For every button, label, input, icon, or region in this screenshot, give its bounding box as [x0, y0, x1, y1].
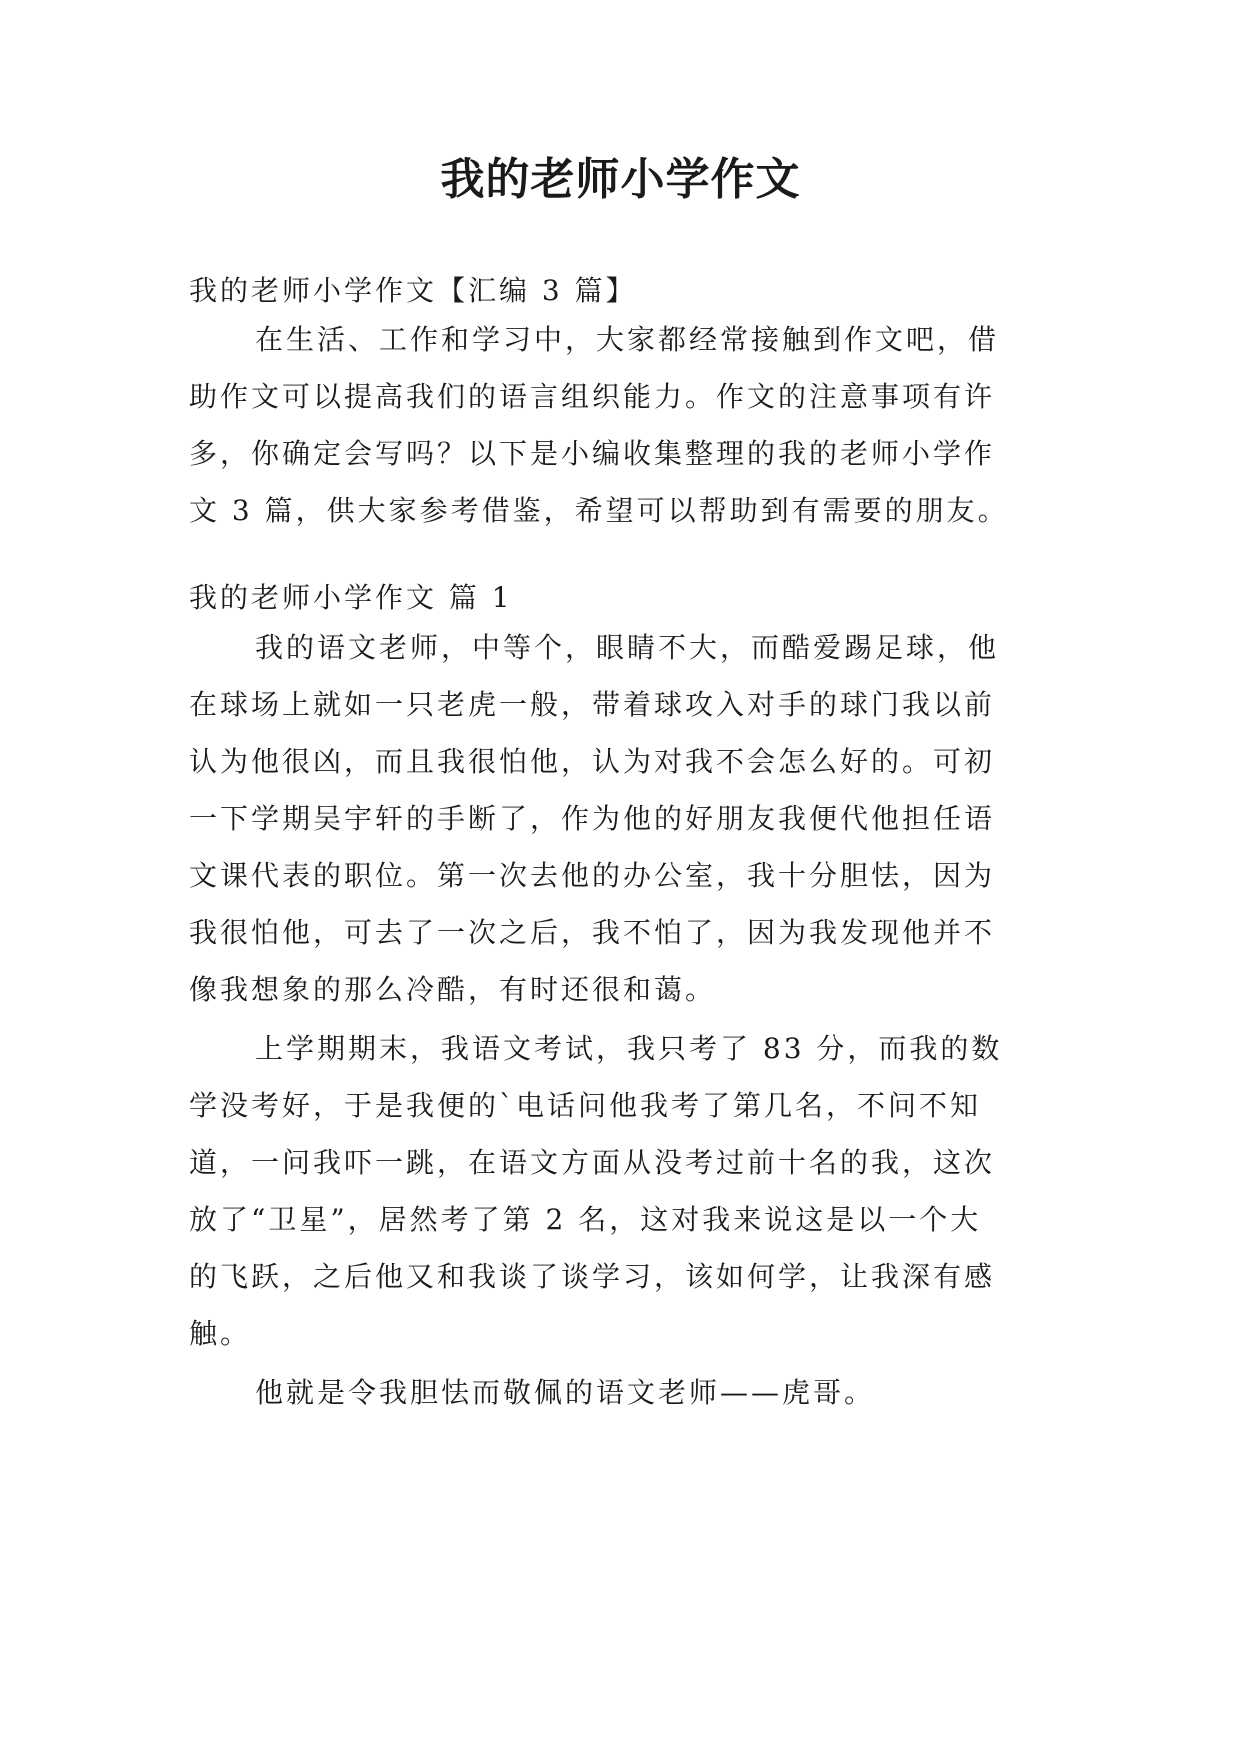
- paragraph-line: 学没考好，于是我便的`电话问他我考了第几名，不问不知: [189, 1089, 982, 1122]
- paragraph-line: 我的语文老师，中等个，眼睛不大，而酷爱踢足球，他: [255, 631, 1000, 664]
- intro-line: 多，你确定会写吗？以下是小编收集整理的我的老师小学作: [189, 437, 996, 470]
- paragraph-line: 一下学期吴宇轩的手断了，作为他的好朋友我便代他担任语: [189, 802, 996, 835]
- paragraph-line: 我很怕他，可去了一次之后，我不怕了，因为我发现他并不: [189, 916, 996, 949]
- paragraph-line: 触。: [189, 1317, 252, 1350]
- intro-line: 在生活、工作和学习中，大家都经常接触到作文吧，借: [255, 323, 1000, 356]
- paragraph-line: 道，一问我吓一跳，在语文方面从没考过前十名的我，这次: [189, 1146, 996, 1179]
- paragraph-line: 文课代表的职位。第一次去他的办公室，我十分胆怯，因为: [189, 859, 996, 892]
- document-subtitle: 我的老师小学作文【汇编 3 篇】: [189, 274, 637, 307]
- section-heading: 我的老师小学作文 篇 1: [189, 581, 513, 614]
- paragraph-line: 上学期期末，我语文考试，我只考了 83 分，而我的数: [255, 1032, 1003, 1065]
- paragraph-line: 在球场上就如一只老虎一般，带着球攻入对手的球门我以前: [189, 688, 996, 721]
- essay-paragraph-2: [189, 1020, 1051, 1362]
- intro-line: 文 3 篇，供大家参考借鉴，希望可以帮助到有需要的朋友。: [189, 494, 1009, 527]
- intro-line: 助作文可以提高我们的语言组织能力。作文的注意事项有许: [189, 380, 996, 413]
- section-heading-block: [189, 569, 1051, 626]
- paragraph-line: 他就是令我胆怯而敬佩的语文老师——虎哥。: [255, 1376, 876, 1409]
- essay-paragraph-3: [189, 1364, 1051, 1421]
- paragraph-line: 的飞跃，之后他又和我谈了谈学习，该如何学，让我深有感: [189, 1260, 996, 1293]
- document-title: 我的老师小学作文: [440, 154, 801, 205]
- paragraph-line: 放了“卫星”，居然考了第 2 名，这对我来说这是以一个大: [189, 1203, 982, 1236]
- intro-paragraph: [189, 311, 1051, 539]
- paragraph-line: 像我想象的那么冷酷，有时还很和蔼。: [189, 973, 717, 1006]
- essay-paragraph-1: [189, 619, 1051, 1018]
- paragraph-line: 认为他很凶，而且我很怕他，认为对我不会怎么好的。可初: [189, 745, 996, 778]
